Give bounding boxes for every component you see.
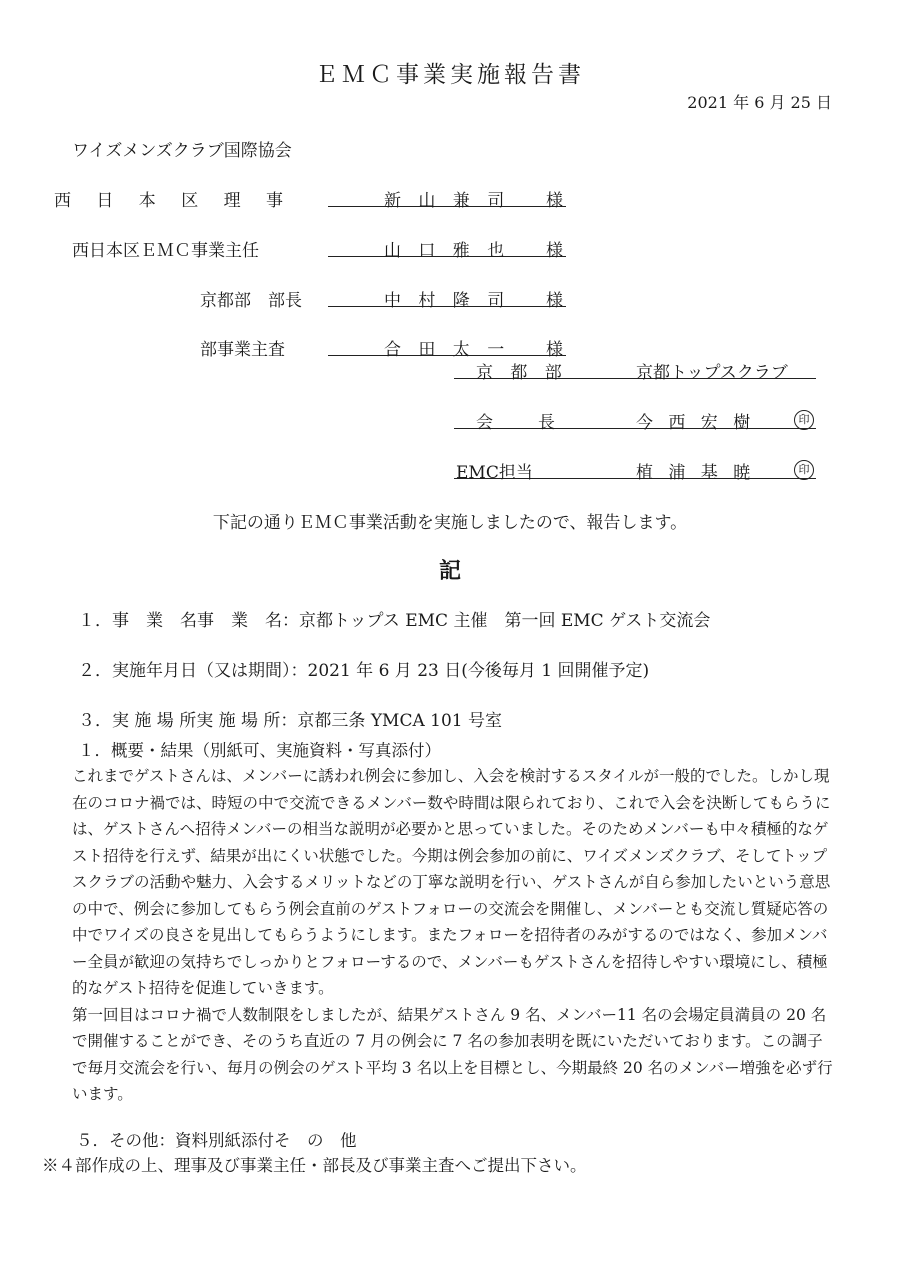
submission-note: ※４部作成の上、理事及び事業主任・部長及び事業主査へご提出下さい。 [42,1156,587,1175]
report-date: 2021 年 6 月 25 日 [687,93,832,112]
summary-paragraph: これまでゲストさんは、メンバーに誘われ例会に参加し、入会を検討するスタイルが一般的でした。しかし現在のコロナ禍では、時短の中で交流できるメンバー数や時間は限られており、これで入会を決断してもらうには、ゲストさんへ招待メンバーの相当な説明が必要かと思っていました。そのためメンバーも中々積極的なゲスト招待を行えず、結果が出にくい状態でした。今期は例会参加の前に、ワイズメンズクラブ、そしてトップスクラブの活動や魅力、入会するメリットなどの丁寧な説明を行い、ゲストさんが自ら参加したいという意思の中で、例会に参加してもらう例会直前のゲストフォローの交流会を開催し、メンバーとも交流し質疑応答の中でワイズの良さを見出してもらうようにします。またフォローを招待者のみがするのではなく、参加メンバー全員が歓迎の気持ちでしっかりとフォローするので、メンバーもゲストさんを招待しやすい環境にし、積極的なゲスト招待を促進していきます。 [72,767,831,997]
addressee-name: 中 村 隆 司 [384,291,511,311]
addressee-role: 西 日 本 区 理 事 [54,191,294,211]
sender-district-label: 京 都 部 [476,363,568,383]
ki-heading: 記 [438,558,461,584]
sender-club-name: 京都トップスクラブ [636,363,788,383]
item-other: ５．その他：資料別紙添付そ の 他 [76,1131,357,1150]
item-place: ３．実 施 場 所実 施 場 所：京都三条 YMCA 101 号室 [78,711,502,731]
emc-seal-icon: 印 [794,460,814,480]
item-project-name: １．事 業 名事 業 名：京都トップス EMC 主催 第一回 EMC ゲスト交流会 [78,611,711,631]
addressee-role: 西日本区ＥＭＣ事業主任 [72,241,259,261]
addressee-role: 京都部 部長 [200,291,302,311]
organization-name: ワイズメンズクラブ国際協会 [72,141,292,161]
addressee-honorific: 様 [546,241,563,261]
emc-label: EMC担当 [456,463,533,483]
president-seal-icon: 印 [794,410,814,430]
president-label: 会 長 [476,413,569,433]
addressee-name: 新 山 兼 司 [384,191,511,211]
emc-name: 植 浦 基 暁 [636,463,756,483]
addressee-honorific: 様 [546,340,563,360]
item-date: ２．実施年月日（又は期間）：2021 年 6 月 23 日(今後毎月 1 回開催予定) [78,661,650,681]
addressee-role: 部事業主査 [200,340,285,360]
addressee-name: 合 田 太 一 [384,340,511,360]
document-title: ＥＭＣ事業実施報告書 [315,62,585,88]
summary-body [72,763,838,1108]
intro-statement: 下記の通りＥＭＣ事業活動を実施しましたので、報告します。 [212,513,688,533]
addressee-name: 山 口 雅 也 [384,241,511,261]
president-name: 今 西 宏 樹 [636,413,756,433]
addressee-honorific: 様 [546,291,563,311]
item-summary-heading: １．概要・結果（別紙可、実施資料・写真添付） [78,741,441,760]
summary-paragraph: 第一回目はコロナ禍で人数制限をしましたが、結果ゲストさん 9 名、メンバー11 名の会場定員満員の 20 名で開催することができ、そのうち直近の 7 月の例会に 7 名の参加表明を既にいただいております。この調子で毎月交流会を行い、毎月の例会のゲスト平均 3 名以上を目標とし、今期最終 20 名のメンバー増強を必ず行います。 [72,1005,833,1103]
addressee-honorific: 様 [546,191,563,211]
